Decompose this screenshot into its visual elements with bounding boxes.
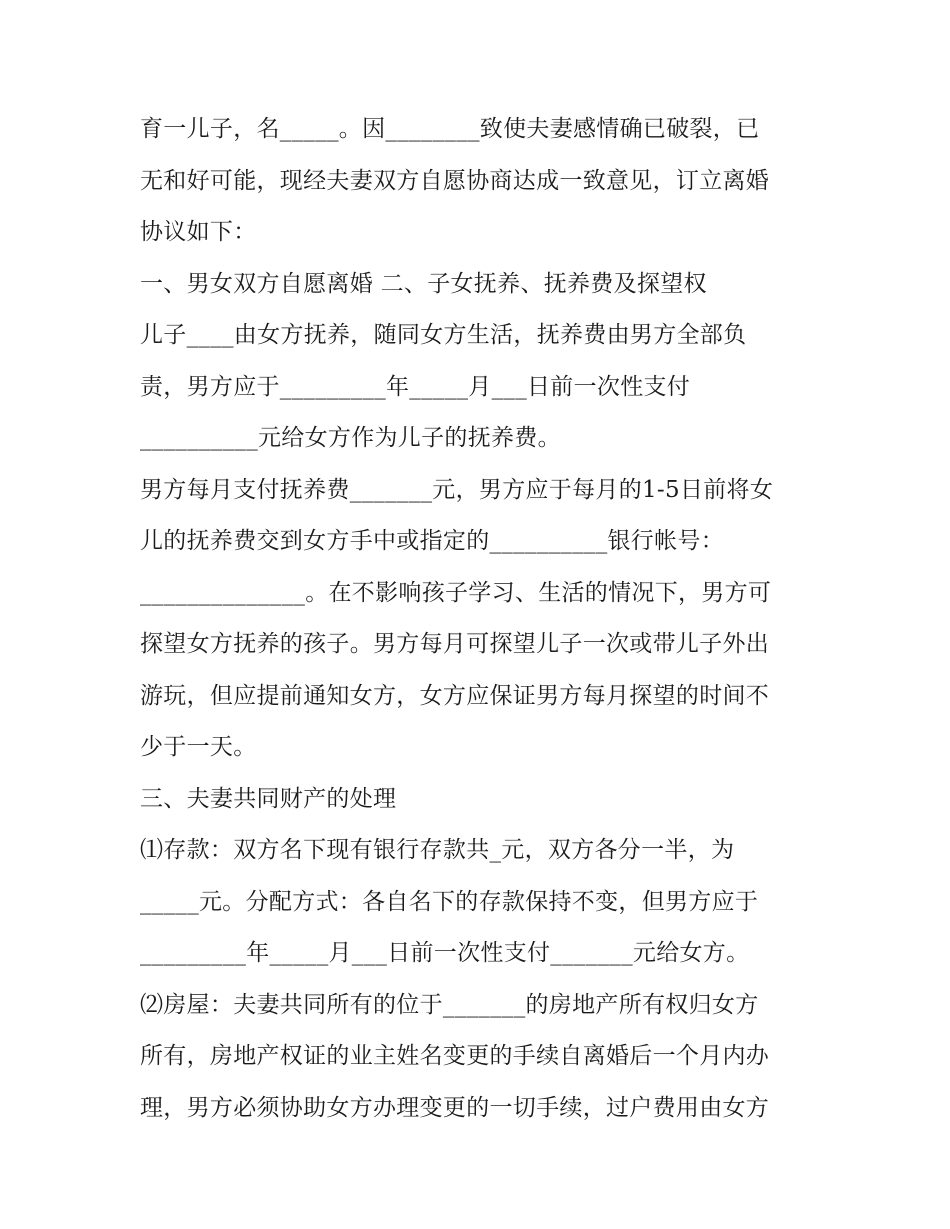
text-line: 所有，房地产权证的业主姓名变更的手续自离婚后一个月内办 bbox=[140, 1043, 770, 1069]
text-line: 责，男方应于_________年_____月___日前一次性支付 bbox=[140, 373, 691, 400]
text-line: 儿的抚养费交到女方手中或指定的__________银行帐号： bbox=[140, 528, 724, 554]
text-line: 男方每月支付抚养费_______元，男方应于每月的1-5日前将女 bbox=[140, 476, 774, 503]
text-line: __________元给女方作为儿子的抚养费。 bbox=[140, 425, 561, 451]
section-heading: 一、男女双方自愿离婚 二、子女抚养、抚养费及探望权 bbox=[140, 270, 707, 297]
text-line: ⑴存款：双方名下现有银行存款共_元，双方各分一半，为 bbox=[140, 837, 735, 863]
text-line: 育一儿子，名_____。因________致使夫妻感情确已破裂，已 bbox=[140, 116, 760, 142]
text-line: 游玩，但应提前通知女方，女方应保证男方每月探望的时间不 bbox=[140, 682, 770, 709]
text-line: 少于一天。 bbox=[140, 734, 257, 760]
text-line: _________年_____月___日前一次性支付_______元给女方。 bbox=[140, 940, 750, 966]
text-line: ______________。在不影响孩子学习、生活的情况下，男方可 bbox=[140, 579, 772, 606]
text-line: _____元。分配方式：各自名下的存款保持不变，但男方应于 bbox=[140, 888, 759, 915]
text-line: 儿子____由女方抚养，随同女方生活，抚养费由男方全部负 bbox=[140, 322, 747, 348]
text-line: 理，男方必须协助女方办理变更的一切手续，过户费用由女方 bbox=[140, 1094, 770, 1121]
document-body bbox=[140, 104, 820, 1134]
section-heading: 三、夫妻共同财产的处理 bbox=[140, 785, 397, 812]
text-line: ⑵房屋：夫妻共同所有的位于_______的房地产所有权归女方 bbox=[140, 991, 759, 1018]
text-line: 探望女方抚养的孩子。男方每月可探望儿子一次或带儿子外出 bbox=[140, 631, 770, 657]
text-line: 协议如下： bbox=[140, 219, 257, 245]
text-line: 无和好可能，现经夫妻双方自愿协商达成一致意见，订立离婚 bbox=[140, 167, 770, 194]
